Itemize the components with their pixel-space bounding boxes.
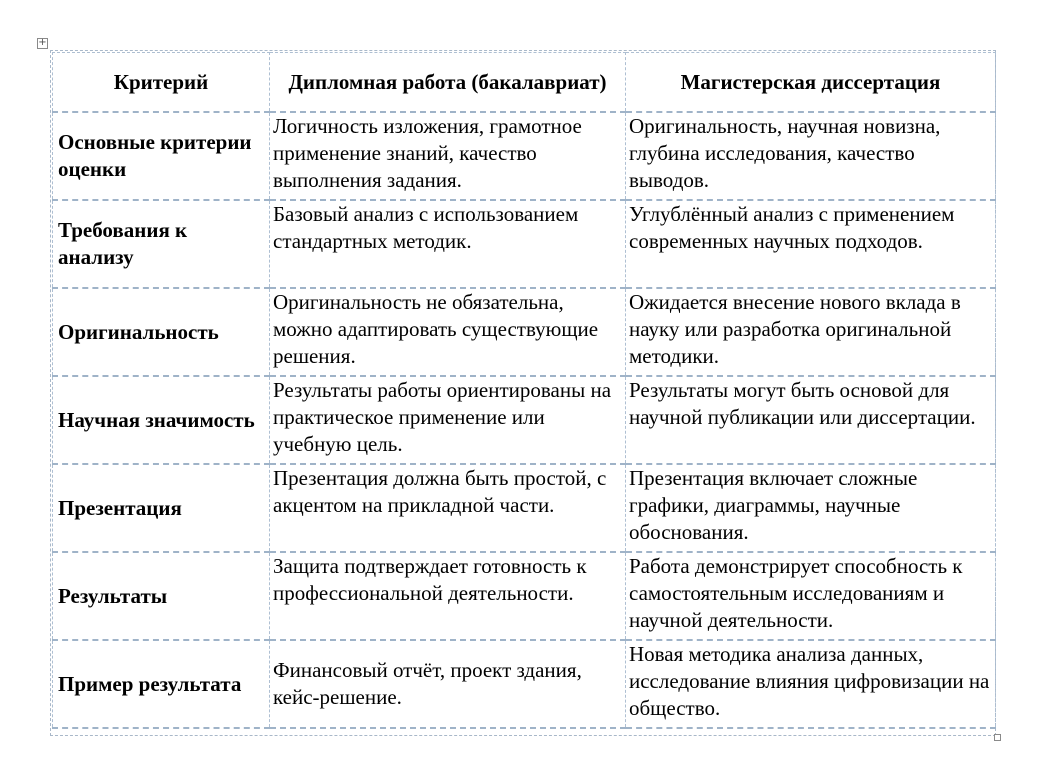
criterion-cell: Научная значимость (53, 376, 270, 464)
table-row (53, 464, 996, 552)
criterion-cell: Требования к анализу (53, 200, 270, 288)
master-cell: Новая методика анализа данных, исследование влияния цифровизации на общество. (626, 640, 996, 728)
table-resize-handle[interactable] (994, 734, 1001, 741)
table-row (53, 552, 996, 640)
criterion-cell: Оригинальность (53, 288, 270, 376)
bachelor-cell: Оригинальность не обязательна, можно адаптировать существующие решения. (270, 288, 626, 376)
master-cell: Работа демонстрирует способность к самостоятельным исследованиям и научной деятельности. (626, 552, 996, 640)
bachelor-cell: Результаты работы ориентированы на практическое применение или учебную цель. (270, 376, 626, 464)
master-cell: Ожидается внесение нового вклада в науку или разработка оригинальной методики. (626, 288, 996, 376)
comparison-table (52, 52, 996, 729)
table-row (53, 288, 996, 376)
master-cell: Результаты могут быть основой для научной публикации или диссертации. (626, 376, 996, 464)
table-move-handle-icon[interactable]: + (38, 37, 47, 48)
criterion-cell: Пример результата (53, 640, 270, 728)
criterion-cell: Презентация (53, 464, 270, 552)
header-criterion: Критерий (53, 53, 270, 113)
master-cell: Оригинальность, научная новизна, глубина исследования, качество выводов. (626, 112, 996, 200)
table-row (53, 376, 996, 464)
bachelor-cell: Логичность изложения, грамотное применение знаний, качество выполнения задания. (270, 112, 626, 200)
bachelor-cell: Защита подтверждает готовность к профессиональной деятельности. (270, 552, 626, 640)
table-row (53, 200, 996, 288)
table-row (53, 112, 996, 200)
table-row (53, 640, 996, 728)
bachelor-cell: Презентация должна быть простой, с акцентом на прикладной части. (270, 464, 626, 552)
table-header-row (53, 53, 996, 113)
bachelor-cell: Финансовый отчёт, проект здания, кейс-решение. (270, 640, 626, 728)
header-bachelor: Дипломная работа (бакалавриат) (270, 53, 626, 113)
criterion-cell: Результаты (53, 552, 270, 640)
header-master: Магистерская диссертация (626, 53, 996, 113)
master-cell: Презентация включает сложные графики, диаграммы, научные обоснования. (626, 464, 996, 552)
criterion-cell: Основные критерии оценки (53, 112, 270, 200)
bachelor-cell: Базовый анализ с использованием стандартных методик. (270, 200, 626, 288)
master-cell: Углублённый анализ с применением современных научных подходов. (626, 200, 996, 288)
